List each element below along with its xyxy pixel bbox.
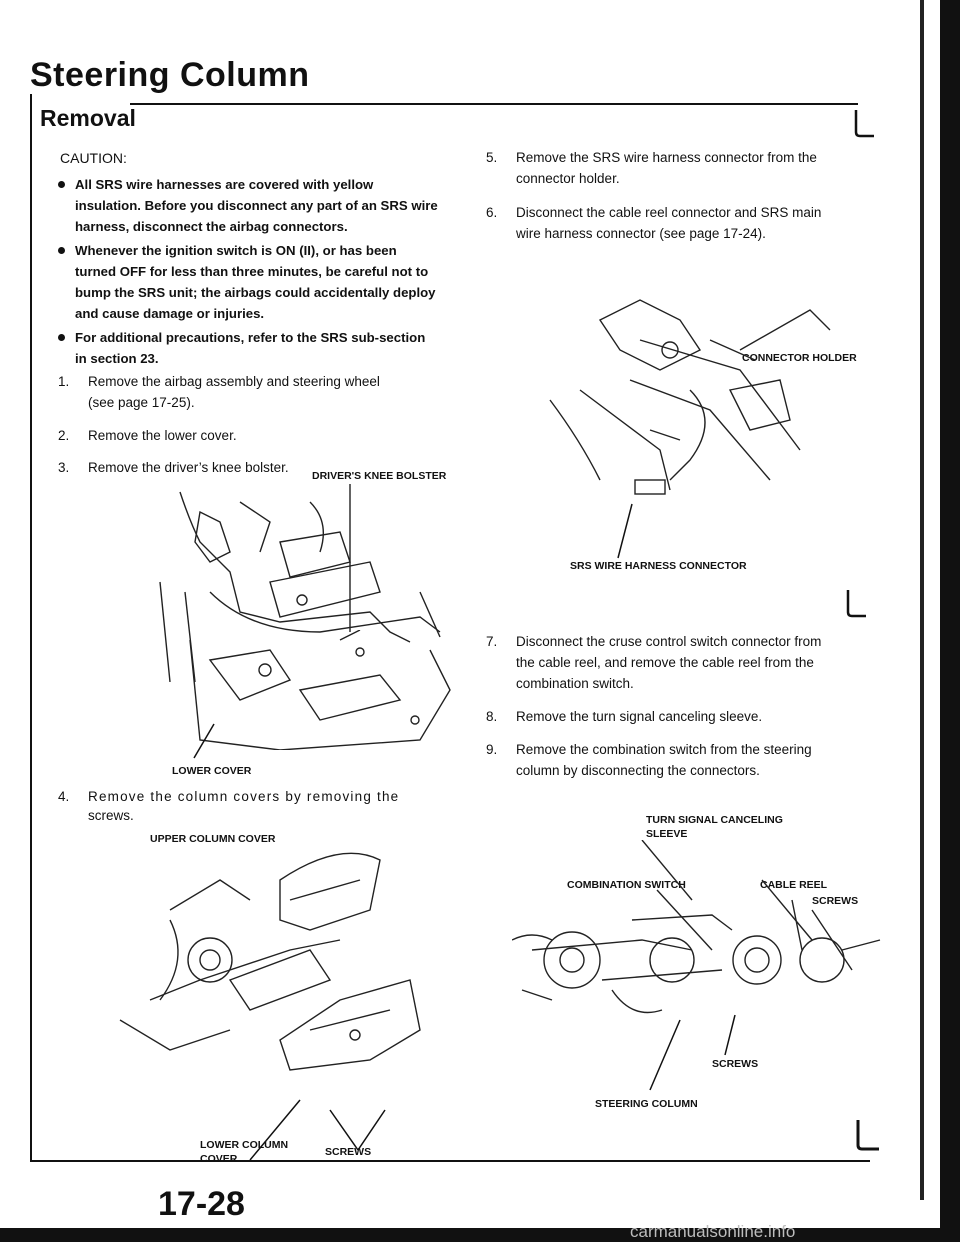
label-upper-column-cover: UPPER COLUMN COVER: [150, 833, 276, 845]
watermark: carmanualsonline.info: [630, 1222, 796, 1241]
label-screws-right-top: SCREWS: [812, 895, 859, 907]
left-border: [30, 110, 32, 1160]
section-subtitle: Removal: [40, 105, 136, 131]
caution-item: All SRS wire harnesses are covered with yellow insulation. Before you disconnect any part of an SRS wire harness, disconnect the airbag connectors.: [58, 174, 440, 237]
page-title: Steering Column: [30, 56, 310, 94]
page-number: 17-28: [158, 1185, 245, 1223]
connector-holder-illustration: [540, 290, 860, 570]
label-screws-right-bottom: SCREWS: [712, 1058, 759, 1070]
section-bracket: [30, 94, 32, 110]
caution-item: Whenever the ignition switch is ON (II), or has been turned OFF for less than three minutes, be careful not to bump the SRS unit; the airbags could accidentally deploy and cause damage or injuries.: [58, 240, 440, 324]
scan-edge-right-inner: [920, 0, 924, 1200]
srs-connector-leader: [612, 500, 642, 560]
step-1: 1. Remove the airbag assembly and steering wheel (see page 17-25).: [58, 374, 380, 410]
label-lower-column-cover-2: COVER: [200, 1153, 238, 1165]
caution-heading: CAUTION:: [60, 150, 127, 166]
label-knee-bolster: DRIVER'S KNEE BOLSTER: [312, 470, 447, 482]
step-8: 8. Remove the turn signal canceling sleeve.: [486, 709, 763, 724]
label-screws-left: SCREWS: [325, 1146, 372, 1158]
caution-list: [58, 174, 440, 372]
step-9: 9. Remove the combination switch from the steering column by disconnecting the connectors.: [486, 742, 812, 778]
caution-item: For additional precautions, refer to the SRS sub-section in section 23.: [58, 327, 440, 369]
scan-edge-bottom: [0, 1228, 960, 1242]
step-5: 5. Remove the SRS wire harness connector from the connector holder.: [486, 150, 817, 186]
label-connector-holder: CONNECTOR HOLDER: [742, 352, 857, 364]
lower-cover-leader: [190, 720, 220, 760]
step-3: 3. Remove the driver’s knee bolster.: [58, 460, 289, 475]
corner-mark-icon: [846, 588, 868, 618]
step-7: 7. Disconnect the cruse control switch connector from the cable reel, and remove the cable reel from the combination switch.: [486, 634, 822, 691]
label-srs-connector: SRS WIRE HARNESS CONNECTOR: [570, 560, 747, 572]
label-combination-switch: COMBINATION SWITCH: [567, 879, 686, 891]
label-cable-reel: CABLE REEL: [760, 879, 828, 891]
corner-mark-icon: [855, 1118, 881, 1152]
label-turn-signal-2: SLEEVE: [646, 828, 688, 840]
scan-edge-right: [940, 0, 960, 1242]
corner-mark-icon: [854, 108, 876, 138]
bottom-rule: [30, 1160, 870, 1162]
subtitle-rule: [130, 103, 858, 105]
label-lower-cover: LOWER COVER: [172, 765, 252, 777]
label-steering-column: STEERING COLUMN: [595, 1098, 698, 1110]
label-lower-column-cover-1: LOWER COLUMN: [200, 1139, 289, 1151]
step-2: 2. Remove the lower cover.: [58, 428, 237, 443]
step-6: 6. Disconnect the cable reel connector and SRS main wire harness connector (see page 17-24).: [486, 205, 822, 241]
label-turn-signal-1: TURN SIGNAL CANCELING: [646, 814, 783, 826]
step-4: 4. Remove the column covers by removing the screws.: [58, 789, 400, 823]
bottom-leaders: [640, 1010, 740, 1100]
